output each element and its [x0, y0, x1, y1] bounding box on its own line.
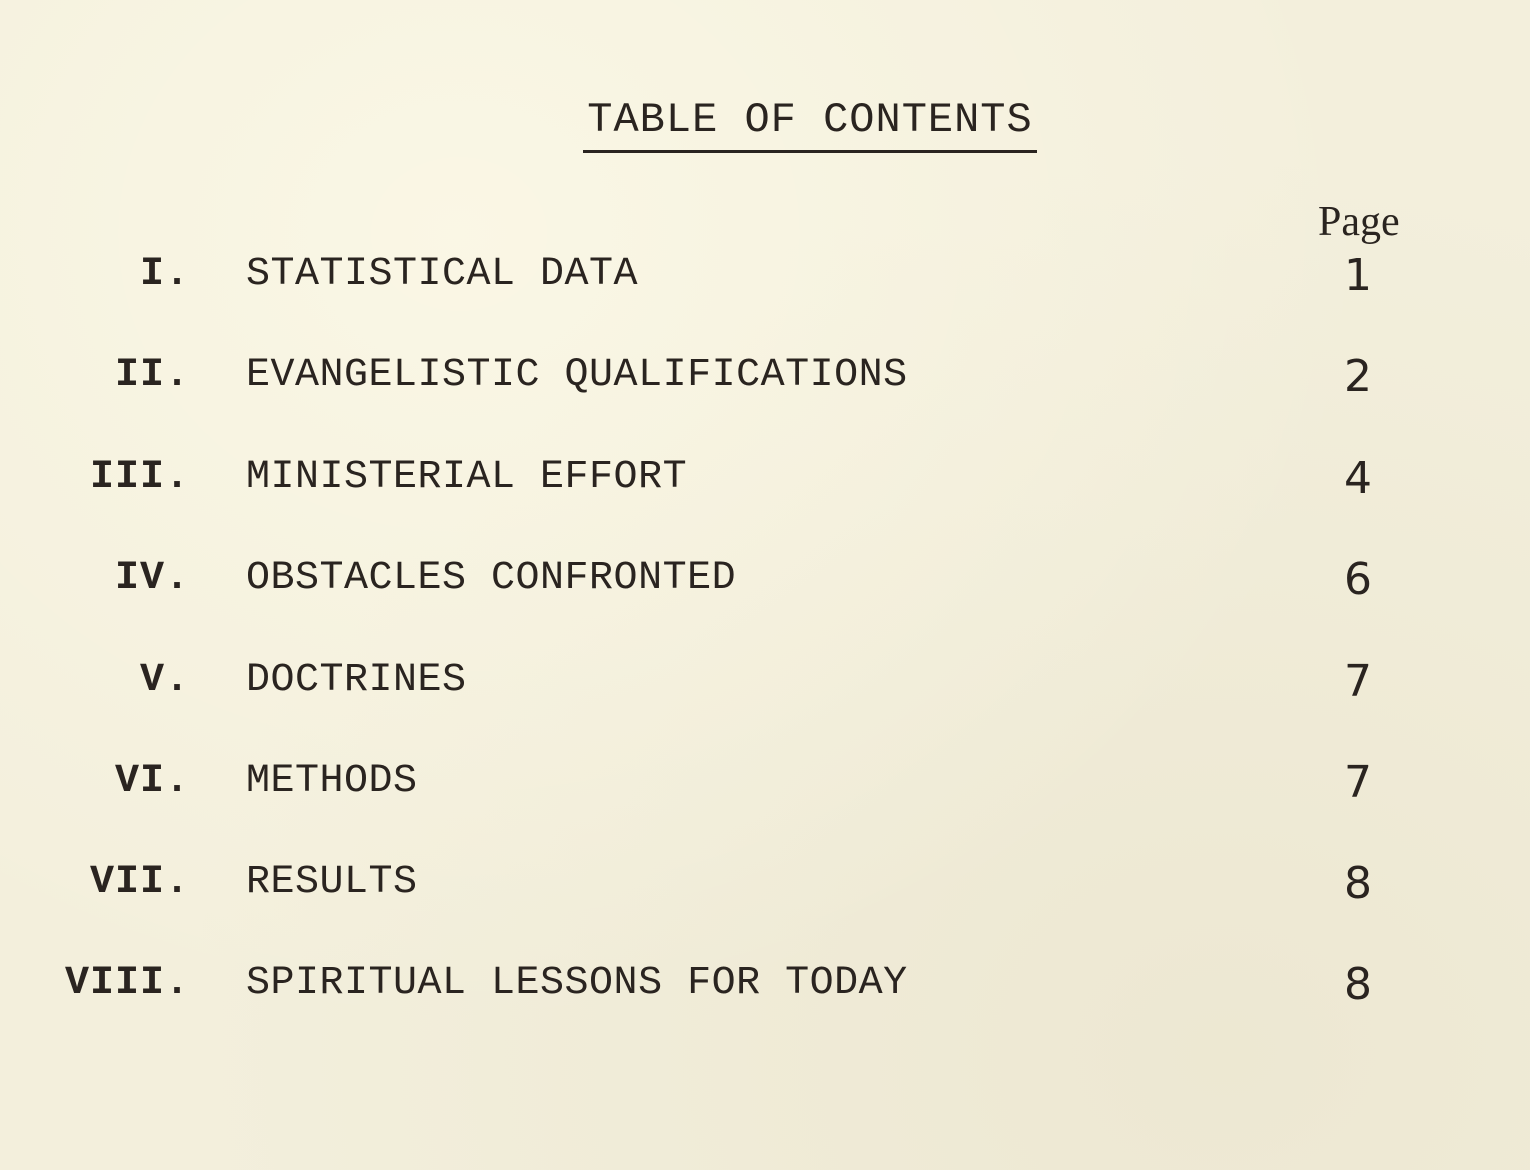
toc-numeral: VII.: [89, 860, 190, 905]
toc-row: [0, 860, 1530, 920]
toc-entry-text: DOCTRINES: [246, 658, 467, 703]
toc-entry-text: EVANGELISTIC QUALIFICATIONS: [246, 353, 908, 398]
toc-numeral: VI.: [114, 759, 190, 804]
document-title-text: TABLE OF CONTENTS: [583, 96, 1036, 153]
toc-numeral: VIII.: [64, 961, 190, 1006]
toc-row: [0, 759, 1530, 819]
toc-entry-text: OBSTACLES CONFRONTED: [246, 556, 737, 601]
toc-numeral: IV.: [114, 556, 190, 601]
toc-row: [0, 961, 1530, 1021]
toc-numeral: V.: [139, 658, 190, 703]
toc-row: [0, 252, 1530, 312]
toc-entry-text: RESULTS: [246, 860, 418, 905]
page-column-header: Page: [1318, 199, 1400, 245]
toc-row: [0, 353, 1530, 413]
toc-page-number: 7: [1344, 757, 1372, 808]
toc-entry-text: SPIRITUAL LESSONS FOR TODAY: [246, 961, 908, 1006]
toc-page-number: 7: [1344, 656, 1372, 707]
toc-entry-text: MINISTERIAL EFFORT: [246, 455, 688, 500]
toc-page-number: 2: [1344, 351, 1372, 402]
toc-page-number: 4: [1344, 453, 1372, 504]
toc-row: [0, 455, 1530, 515]
toc-numeral: II.: [114, 353, 190, 398]
toc-page-number: 8: [1344, 959, 1372, 1010]
toc-entry-text: STATISTICAL DATA: [246, 252, 639, 297]
document-title: [0, 96, 1530, 153]
toc-row: [0, 556, 1530, 616]
toc-page-number: 1: [1344, 250, 1372, 301]
toc-entry-text: METHODS: [246, 759, 418, 804]
toc-page-number: 6: [1344, 554, 1372, 605]
toc-numeral: I.: [139, 252, 190, 297]
toc-numeral: III.: [89, 455, 190, 500]
toc-row: [0, 658, 1530, 718]
toc-page-number: 8: [1344, 858, 1372, 909]
